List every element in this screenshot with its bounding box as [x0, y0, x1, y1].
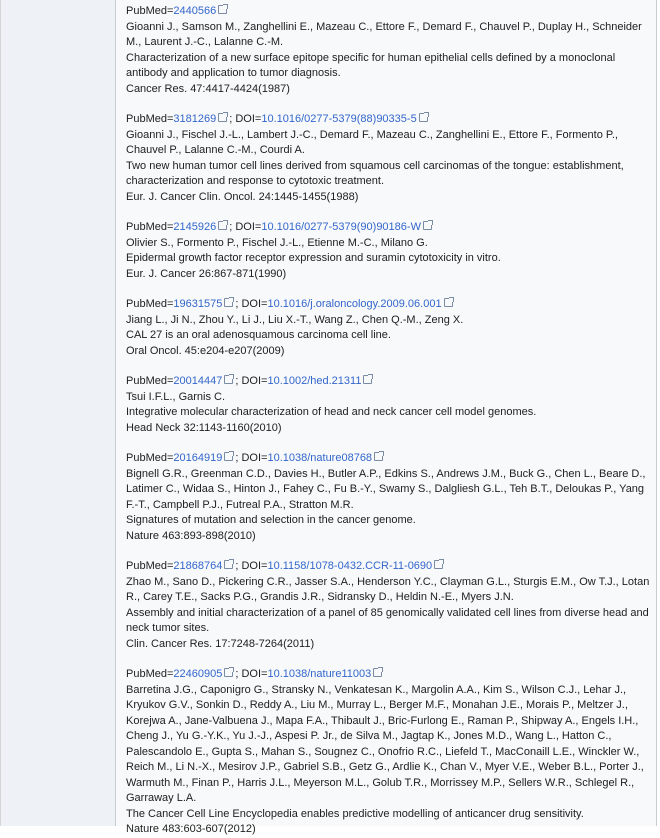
- reference-journal: Clin. Cancer Res. 17:7248-7264(2011): [126, 637, 315, 650]
- doi-prefix: ; DOI=: [235, 560, 268, 572]
- reference-entry: [126, 451, 650, 544]
- reference-entry: [126, 559, 650, 652]
- doi-link[interactable]: 10.1158/1078-0432.CCR-11-0690: [267, 560, 433, 572]
- doi-prefix: ; DOI=: [235, 452, 268, 464]
- reference-entry: [126, 667, 650, 838]
- references-list: [116, 0, 657, 835]
- reference-title: The Cancer Cell Line Encyclopedia enables predictive modelling of anticancer drug sensitivity.: [126, 807, 584, 820]
- reference-journal: Nature 483:603-607(2012): [126, 823, 256, 835]
- pubmed-link[interactable]: 2145926: [173, 221, 217, 233]
- doi-link[interactable]: 10.1016/0277-5379(88)90335-5: [261, 113, 417, 125]
- reference-journal: Eur. J. Cancer Clin. Oncol. 24:1445-1455(1988): [126, 190, 359, 203]
- doi-link[interactable]: 10.1038/nature11003: [267, 668, 372, 680]
- reference-id-line: [126, 559, 650, 575]
- reference-id-line: [126, 112, 650, 128]
- doi-prefix: ; DOI=: [229, 221, 262, 233]
- reference-title: Epidermal growth factor receptor expression and suramin cytotoxicity in vitro.: [126, 252, 501, 264]
- external-link-icon: [434, 560, 443, 569]
- reference-authors: Gioanni J., Samson M., Zanghellini E., Mazeau C., Ettore F., Demard F., Chauvel P., Duplay H., Schneider M., Laurent J.-C., Lalanne C.-M.: [126, 20, 642, 48]
- reference-id-line: [126, 374, 650, 390]
- pubmed-prefix: PubMed=: [126, 5, 174, 17]
- reference-id-line: [126, 4, 650, 20]
- doi-link[interactable]: 10.1002/hed.21311: [267, 375, 362, 387]
- external-link-icon: [224, 668, 233, 677]
- reference-entry: [126, 112, 650, 205]
- reference-title: Integrative molecular characterization of head and neck cancer cell model genomes.: [126, 406, 537, 418]
- reference-entry: [126, 220, 650, 282]
- pubmed-link[interactable]: 2440566: [173, 5, 217, 17]
- external-link-icon: [224, 452, 233, 461]
- reference-entry: [126, 297, 650, 359]
- reference-authors: Olivier S., Formento P., Fischel J.-L., Etienne M.-C., Milano G.: [126, 236, 428, 249]
- references-label-column: [1, 0, 116, 826]
- reference-authors: Jiang L., Ji N., Zhou Y., Li J., Liu X.-T., Wang Z., Chen Q.-M., Zeng X.: [126, 313, 464, 326]
- doi-link[interactable]: 10.1038/nature08768: [267, 452, 373, 464]
- external-link-icon: [373, 668, 382, 677]
- reference-journal: Head Neck 32:1143-1160(2010): [126, 421, 282, 434]
- reference-journal: Oral Oncol. 45:e204-e207(2009): [126, 344, 285, 357]
- reference-id-line: [126, 220, 650, 236]
- pubmed-prefix: PubMed=: [126, 375, 174, 387]
- external-link-icon: [423, 221, 432, 230]
- external-link-icon: [224, 375, 233, 384]
- reference-title: CAL 27 is an oral adenosquamous carcinoma cell line.: [126, 329, 391, 341]
- external-link-icon: [218, 221, 227, 230]
- pubmed-prefix: PubMed=: [126, 452, 174, 464]
- pubmed-prefix: PubMed=: [126, 560, 174, 572]
- pubmed-prefix: PubMed=: [126, 668, 174, 680]
- reference-title: Two new human tumor cell lines derived from squamous cell carcinomas of the tongue: establishment, characterization and response to cytotoxic treatment.: [126, 159, 624, 187]
- reference-journal: Cancer Res. 47:4417-4424(1987): [126, 82, 290, 95]
- pubmed-link[interactable]: 21868764: [173, 560, 223, 572]
- reference-authors: Barretina J.G., Caponigro G., Stransky N., Venkatesan K., Margolin A.A., Kim S., Wilson C.J., Lehar J., Kryukov G.V., Sonkin D., Reddy A., Liu M., Murray L., Berger M.F., Monahan J.E., Morais P., Meltzer J., Korejwa A., Jane-Valbuena J., Mapa F.A., Thibault J., Bric-Furlong E., Raman P., Shipway A., Engels I.H., Cheng J., Yu G.-Y.K., Yu J.-J., Aspesi P. Jr., de Silva M., Jagtap K., Jones M.D., Wang L., Hatton C., Palescandolo E., Gupta S., Mahan S., Sougnez C., Onofrio R.C., Liefeld T., MacConaill L.E., Winckler W., Reich M., Li N.-X., Mesirov J.P., Gabriel S.B., Getz G., Ardlie K., Chan V., Myer V.E., Weber B.L., Porter J., Warmuth M., Finan P., Harris J.L., Meyerson M.L., Golub T.R., Morrissey M.P., Sellers W.R., Schlegel R., Garraway L.A.: [126, 683, 644, 804]
- reference-authors: Gioanni J., Fischel J.-L., Lambert J.-C., Demard F., Mazeau C., Zanghellini E., Ettore F., Formento P., Chauvel P., Lalanne C.-M., Courdi A.: [126, 128, 618, 156]
- external-link-icon: [224, 560, 233, 569]
- pubmed-link[interactable]: 22460905: [173, 668, 223, 680]
- external-link-icon: [363, 375, 372, 384]
- reference-entry: [126, 4, 650, 97]
- doi-prefix: ; DOI=: [235, 375, 268, 387]
- doi-link[interactable]: 10.1016/0277-5379(90)90186-W: [261, 221, 421, 233]
- reference-id-line: [126, 451, 650, 467]
- pubmed-link[interactable]: 3181269: [173, 113, 217, 125]
- pubmed-prefix: PubMed=: [126, 113, 174, 125]
- external-link-icon: [224, 298, 233, 307]
- reference-title: Signatures of mutation and selection in the cancer genome.: [126, 514, 416, 526]
- reference-journal: Eur. J. Cancer 26:867-871(1990): [126, 267, 287, 280]
- external-link-icon: [444, 298, 453, 307]
- doi-prefix: ; DOI=: [235, 668, 268, 680]
- external-link-icon: [374, 452, 383, 461]
- reference-id-line: [126, 667, 650, 683]
- doi-prefix: ; DOI=: [235, 298, 268, 310]
- reference-authors: Tsui I.F.L., Garnis C.: [126, 390, 226, 403]
- reference-id-line: [126, 297, 650, 313]
- reference-title: Characterization of a new surface epitope specific for human epithelial cells defined by a monoclonal antibody and application to tumor diagnosis.: [126, 51, 616, 79]
- external-link-icon: [419, 113, 428, 122]
- external-link-icon: [218, 113, 227, 122]
- pubmed-prefix: PubMed=: [126, 298, 174, 310]
- pubmed-prefix: PubMed=: [126, 221, 174, 233]
- reference-entry: [126, 374, 650, 436]
- reference-journal: Nature 463:893-898(2010): [126, 529, 256, 542]
- reference-authors: Zhao M., Sano D., Pickering C.R., Jasser S.A., Henderson Y.C., Clayman G.L., Sturgis E.M., Ow T.J., Lotan R., Carey T.E., Sacks P.G., Grandis J.R., Sidransky D., Heldin N.-E., Myers J.N.: [126, 575, 650, 603]
- doi-link[interactable]: 10.1016/j.oraloncology.2009.06.001: [267, 298, 442, 310]
- reference-authors: Bignell G.R., Greenman C.D., Davies H., Butler A.P., Edkins S., Andrews J.M., Buck G., Chen L., Beare D., Latimer C., Widaa S., Hinton J., Fahey C., Fu B.-Y., Swamy S., Dalgliesh G.L., Teh B.T., Deloukas P., Yang F.-T., Campbell P.J., Futreal P.A., Stratton M.R.: [126, 467, 646, 511]
- external-link-icon: [218, 5, 227, 14]
- pubmed-link[interactable]: 19631575: [173, 298, 223, 310]
- pubmed-link[interactable]: 20164919: [173, 452, 223, 464]
- reference-title: Assembly and initial characterization of a panel of 85 genomically validated cell lines from diverse head and neck tumor sites.: [126, 606, 649, 634]
- doi-prefix: ; DOI=: [229, 113, 262, 125]
- pubmed-link[interactable]: 20014447: [173, 375, 223, 387]
